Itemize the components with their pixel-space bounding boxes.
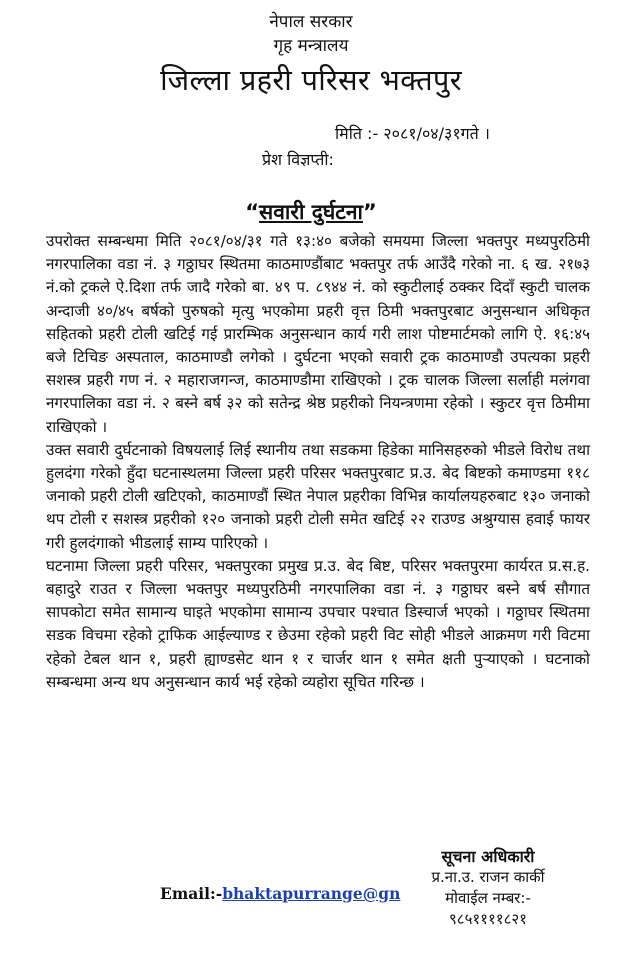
date-line: मिति :- २०८१/०४/३१गते । <box>335 124 490 143</box>
email-label: Email:- <box>160 884 223 903</box>
paragraph-2: उक्त सवारी दुर्घटनाको विषयलाई लिई स्थानीय तथा सडकमा हिडेका मानिसहरुको भीडले विरोध तथा हुलदंगा गरेको हुँदा घटनास्थलमा जिल्ला प्रहरी परिसर भक्तपुरबाट प्र.उ. बेद बिष्टको कमाण्डमा ११८ जनाको प्रहरी टोली खटिएको, काठमाण्डौं स्थित नेपाल प्रहरीका विभिन्न कार्यालयहरुबाट १३० जनाको थप टोली र सशस्त्र प्रहरीको १२० जनाको प्रहरी टोली समेत खटिई २२ राउण्ड अश्रुग्यास हवाई फायर गरी हुलदंगाको भीडलाई साम्य पारिएको । <box>46 440 590 552</box>
office-name: जिल्ला प्रहरी परिसर भक्तपुर <box>160 63 462 97</box>
mobile-label: मोवाईल नम्बर:- <box>445 889 531 907</box>
headline <box>0 198 622 226</box>
headline-quote-close: ” <box>362 200 377 224</box>
signature-block <box>418 846 558 930</box>
headline-text: सवारी दुर्घटना <box>259 200 363 224</box>
government-name: नेपाल सरकार <box>269 12 353 32</box>
signature-name: प्र.ना.उ. राजन कार्की <box>431 868 545 886</box>
mobile-number: ९८५११११८२१ <box>448 910 527 928</box>
paragraph-1: उपरोक्त सम्बन्धमा मिति २०८१/०४/३१ गते १३:४० बजेको समयमा जिल्ला भक्तपुर मध्यपुरठिमी नगरपालिका वडा नं. ३ गठ्ठाघर स्थितमा काठमाण्डौंबाट भक्तपुर तर्फ आउँदै गरेको ना. ६ ख. २१७३ नं.को ट्रकले ऐ.दिशा तर्फ जादै गरेको बा. ४९ प. ८९४४ नं. को स्कुटीलाई ठक्कर दिदाँ स्कुटी चालक अन्दाजी ४०/४५ बर्षको पुरुषको मृत्यु भएकोमा प्रहरी वृत्त ठिमी भक्तपुरबाट अनुसन्धान अधिकृत सहितको प्रहरी टोली खटिई गई प्रारम्भिक अनुसन्धान कार्य गरी लाश पोष्टमार्टमको लागि ऐ. १६:४५ बजे टिचिङ अस्पताल, काठमाण्डौ लगेको । दुर्घटना भएको सवारी ट्रक काठमाण्डौ उपत्यका प्रहरी सशस्त्र प्रहरी गण नं. २ महाराजगन्ज, काठमाण्डौमा राखिएको । ट्रक चालक जिल्ला सर्लाही मलंगवा नगरपालिका वडा नं. २ बस्ने बर्ष ३२ को सतेन्द्र श्रेष्ठ प्रहरीको नियन्त्रणमा रहेको । स्कुटर वृत्त ठिमीमा राखिएको । <box>46 232 590 436</box>
signature-title: सूचना अधिकारी <box>441 847 535 866</box>
body-text <box>46 230 590 694</box>
press-release-label: प्रेश विज्ञप्ती: <box>262 150 334 169</box>
paragraph-3: घटनामा जिल्ला प्रहरी परिसर, भक्तपुरका प्रमुख प्र.उ. बेद बिष्ट, परिसर भक्तपुरमा कार्यरत प्र.स.ह. बहादुरे राउत र जिल्ला भक्तपुर मध्यपुरठिमी नगरपालिका वडा नं. ३ गठ्ठाघर बस्ने बर्ष सौगात सापकोटा समेत सामान्य घाइते भएकोमा सामान्य उपचार पश्चात डिस्चार्ज भएको । गठ्ठाघर स्थितमा सडक विचमा रहेको ट्राफिक आईल्याण्ड र छेउमा रहेको प्रहरी विट सोही भीडले आक्रमण गरी विटमा रहेको टेबल थान १, प्रहरी ह्याण्डसेट थान १ र चार्जर थान १ समेत क्षती पुर्‍याएको । घटनाको सम्बन्धमा अन्य थप अनुसन्धान कार्य भई रहेको व्यहोरा सूचित गरिन्छ । <box>46 556 590 691</box>
ministry-name: गृह मन्त्रालय <box>273 36 349 56</box>
email-line <box>160 884 400 903</box>
headline-quote-open: “ <box>245 200 260 224</box>
letterhead <box>0 10 622 100</box>
email-link[interactable]: bhaktapurrange@gn <box>222 884 401 903</box>
